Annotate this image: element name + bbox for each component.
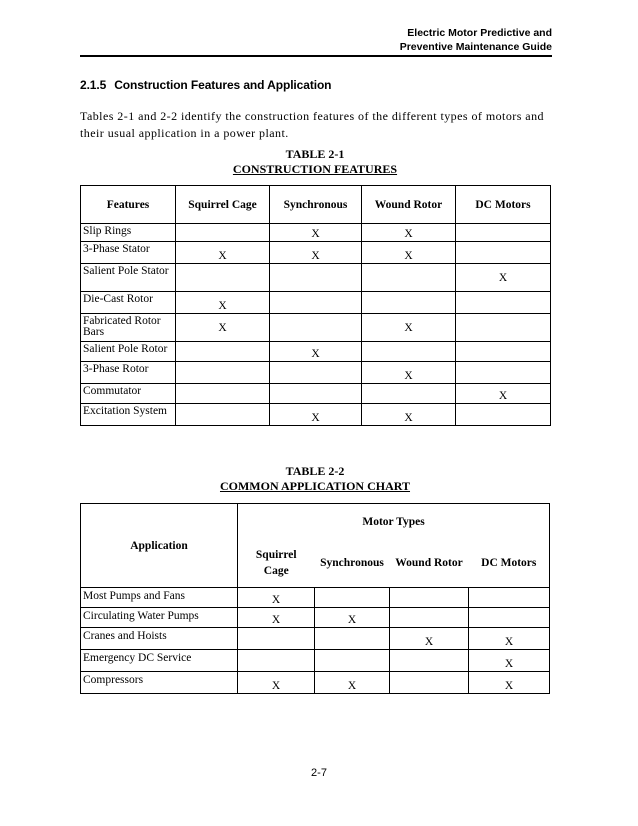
mark-cell: X bbox=[270, 224, 362, 242]
mark-cell: X bbox=[362, 314, 456, 342]
feature-cell: Salient Pole Rotor bbox=[81, 342, 176, 362]
mark-cell bbox=[390, 650, 469, 672]
table1-title: CONSTRUCTION FEATURES bbox=[232, 162, 398, 176]
mark-cell bbox=[176, 342, 270, 362]
table1-header-cell: Synchronous bbox=[270, 186, 362, 224]
feature-cell: Salient Pole Stator bbox=[81, 264, 176, 292]
mark-cell bbox=[469, 588, 550, 608]
mark-cell bbox=[176, 264, 270, 292]
table2-group-header-row bbox=[81, 504, 550, 540]
motor-types-header: Motor Types bbox=[238, 504, 550, 540]
mark-cell: X bbox=[456, 384, 551, 404]
mark-cell: X bbox=[315, 608, 390, 628]
header-line-1: Electric Motor Predictive and bbox=[407, 27, 552, 39]
mark-cell: X bbox=[176, 292, 270, 314]
section-heading bbox=[80, 78, 331, 92]
table2-caption bbox=[80, 464, 550, 494]
feature-cell: Excitation System bbox=[81, 404, 176, 426]
table1-label: TABLE 2-1 bbox=[285, 147, 345, 161]
page-number: 2-7 bbox=[311, 767, 327, 779]
mark-cell bbox=[270, 362, 362, 384]
table1-header-cell: Squirrel Cage bbox=[176, 186, 270, 224]
table-row bbox=[81, 342, 551, 362]
construction-features-table bbox=[80, 185, 551, 426]
table-row bbox=[81, 264, 551, 292]
mark-cell bbox=[362, 264, 456, 292]
mark-cell: X bbox=[315, 672, 390, 694]
mark-cell bbox=[456, 242, 551, 264]
mark-cell bbox=[456, 224, 551, 242]
application-header: Application bbox=[81, 504, 238, 588]
table1-header-cell: Wound Rotor bbox=[362, 186, 456, 224]
table-row bbox=[81, 628, 550, 650]
table-row bbox=[81, 672, 550, 694]
mark-cell bbox=[315, 588, 390, 608]
mark-cell: X bbox=[362, 404, 456, 426]
mark-cell bbox=[390, 588, 469, 608]
mark-cell bbox=[362, 342, 456, 362]
feature-cell: Slip Rings bbox=[81, 224, 176, 242]
mark-cell bbox=[456, 314, 551, 342]
table-row bbox=[81, 608, 550, 628]
mark-cell bbox=[315, 628, 390, 650]
mark-cell: X bbox=[238, 608, 315, 628]
mark-cell: X bbox=[270, 404, 362, 426]
mark-cell bbox=[176, 404, 270, 426]
table-row bbox=[81, 384, 551, 404]
mark-cell bbox=[270, 314, 362, 342]
mark-cell bbox=[456, 342, 551, 362]
mark-cell: X bbox=[469, 672, 550, 694]
application-cell: Circulating Water Pumps bbox=[81, 608, 238, 628]
application-cell: Most Pumps and Fans bbox=[81, 588, 238, 608]
mark-cell bbox=[456, 404, 551, 426]
feature-cell: Commutator bbox=[81, 384, 176, 404]
feature-cell: Die-Cast Rotor bbox=[81, 292, 176, 314]
mark-cell bbox=[238, 650, 315, 672]
mark-cell bbox=[456, 292, 551, 314]
mark-cell bbox=[270, 292, 362, 314]
table2-title: COMMON APPLICATION CHART bbox=[219, 479, 411, 493]
mark-cell bbox=[176, 384, 270, 404]
table1-header-cell: DC Motors bbox=[456, 186, 551, 224]
mark-cell: X bbox=[469, 628, 550, 650]
mark-cell: X bbox=[270, 342, 362, 362]
mark-cell bbox=[390, 608, 469, 628]
mark-cell: X bbox=[270, 242, 362, 264]
feature-cell: 3-Phase Stator bbox=[81, 242, 176, 264]
mark-cell bbox=[315, 650, 390, 672]
mark-cell bbox=[270, 384, 362, 404]
mark-cell bbox=[238, 628, 315, 650]
mark-cell: X bbox=[362, 242, 456, 264]
mark-cell: X bbox=[238, 588, 315, 608]
mark-cell: X bbox=[362, 362, 456, 384]
table1-header-cell: Features bbox=[81, 186, 176, 224]
application-chart-table bbox=[80, 503, 550, 694]
mark-cell: X bbox=[469, 650, 550, 672]
mark-cell: X bbox=[362, 224, 456, 242]
section-number: 2.1.5 bbox=[80, 78, 107, 92]
section-title: Construction Features and Application bbox=[114, 78, 332, 92]
mark-cell bbox=[362, 384, 456, 404]
mark-cell: X bbox=[238, 672, 315, 694]
table-row bbox=[81, 588, 550, 608]
mark-cell bbox=[270, 264, 362, 292]
feature-cell: Fabricated Rotor Bars bbox=[81, 314, 176, 342]
table2-header-cell: Squirrel Cage bbox=[238, 540, 315, 588]
table-row bbox=[81, 650, 550, 672]
intro-paragraph: Tables 2-1 and 2-2 identify the construction features of the different types of motors and their usual application in a power plant. bbox=[80, 109, 544, 140]
mark-cell: X bbox=[390, 628, 469, 650]
mark-cell bbox=[176, 224, 270, 242]
header-line-2: Preventive Maintenance Guide bbox=[399, 41, 552, 53]
application-cell: Compressors bbox=[81, 672, 238, 694]
table1-header-row bbox=[81, 186, 551, 224]
mark-cell bbox=[362, 292, 456, 314]
mark-cell: X bbox=[456, 264, 551, 292]
table-row bbox=[81, 224, 551, 242]
table-row bbox=[81, 292, 551, 314]
table1-caption bbox=[80, 147, 550, 177]
table-row bbox=[81, 242, 551, 264]
feature-cell: 3-Phase Rotor bbox=[81, 362, 176, 384]
table-row bbox=[81, 314, 551, 342]
mark-cell bbox=[456, 362, 551, 384]
header-rule bbox=[80, 55, 552, 57]
mark-cell: X bbox=[176, 314, 270, 342]
application-cell: Cranes and Hoists bbox=[81, 628, 238, 650]
table2-header-cell: Synchronous bbox=[315, 540, 390, 588]
mark-cell bbox=[176, 362, 270, 384]
table2-header-cell: Wound Rotor bbox=[390, 540, 469, 588]
mark-cell bbox=[390, 672, 469, 694]
mark-cell: X bbox=[176, 242, 270, 264]
table-row bbox=[81, 404, 551, 426]
table-row bbox=[81, 362, 551, 384]
table2-header-cell: DC Motors bbox=[469, 540, 550, 588]
application-cell: Emergency DC Service bbox=[81, 650, 238, 672]
mark-cell bbox=[469, 608, 550, 628]
table2-label: TABLE 2-2 bbox=[285, 464, 345, 478]
running-header bbox=[400, 26, 552, 54]
